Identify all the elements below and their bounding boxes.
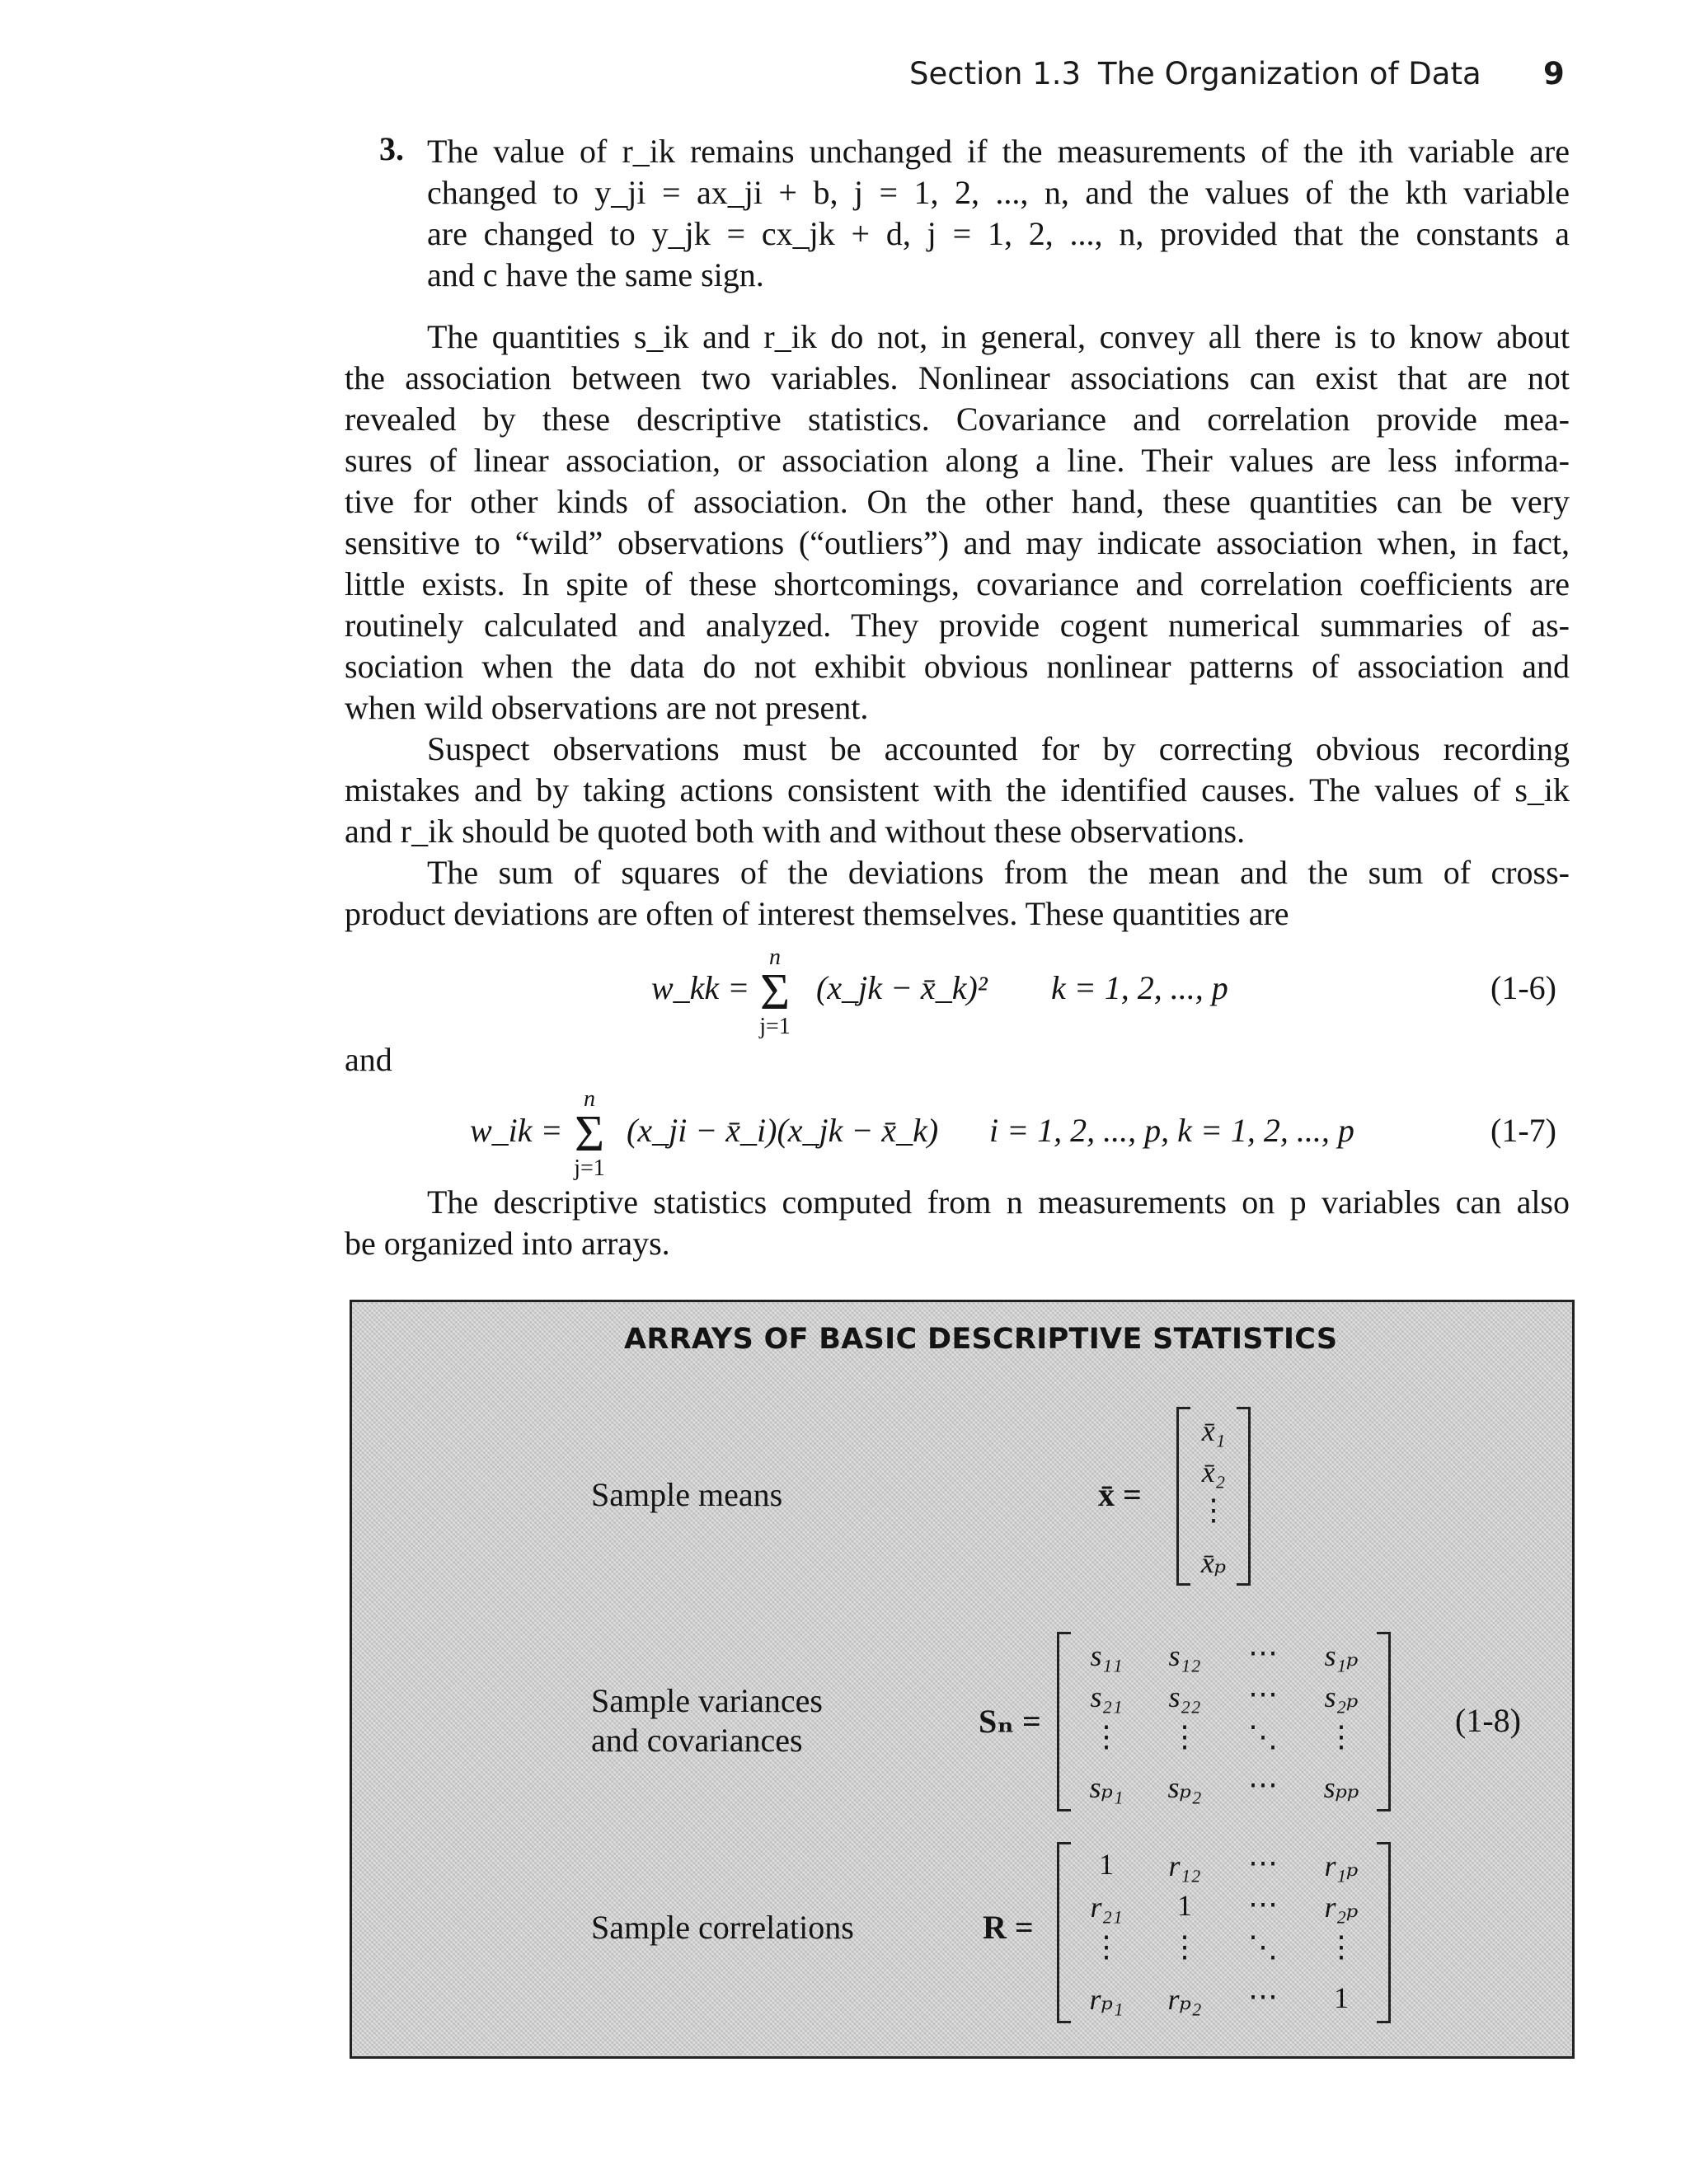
eq17-range: i = 1, 2, ..., p, k = 1, 2, ..., p	[989, 1112, 1354, 1149]
matrix-cell: s₂ₚ	[1324, 1680, 1359, 1713]
matrix-cell: ⋮	[1326, 1930, 1356, 1963]
eq17-body: (x_ji − x̄_i)(x_jk − x̄_k)	[627, 1112, 939, 1149]
page-number: 9	[1543, 56, 1565, 91]
matrix-cell: ⋮	[1091, 1930, 1121, 1963]
eq16-body: (x_jk − x̄_k)²	[816, 969, 988, 1006]
paragraph-line: little exists. In spite of these shortcomings, covariance and correlation coefficients are	[345, 565, 1570, 602]
matrix-cell: ⋱	[1248, 1930, 1278, 1963]
means-entry: x̄ₚ	[1200, 1546, 1227, 1579]
matrix-cell: s₁₁	[1090, 1639, 1123, 1672]
matrix-cell: rₚ₁	[1089, 1983, 1124, 2016]
equation-number-1-8: (1-8)	[1455, 1702, 1521, 1739]
sum-symbol: n Σ j=1	[574, 1086, 605, 1181]
matrix-cell: ⋮	[1170, 1930, 1199, 1963]
matrix-cell: 1	[1177, 1889, 1192, 1922]
matrix-cell: s₂₁	[1090, 1680, 1123, 1713]
paragraph-line: sociation when the data do not exhibit obvious nonlinear patterns of association and	[345, 648, 1570, 685]
paragraph-line: The descriptive statistics computed from n measurements on p variables can also	[427, 1183, 1570, 1221]
item3-line: are changed to y_jk = cx_jk + d, j = 1, 2, ..., n, provided that the constants a	[427, 215, 1570, 252]
item3-text	[427, 131, 1570, 296]
matrix-cell: ⋯	[1248, 1980, 1278, 2013]
means-entry: ⋮	[1199, 1493, 1228, 1526]
matrix-cell: ⋮	[1091, 1720, 1121, 1753]
matrix-cell: s₁₂	[1168, 1639, 1201, 1672]
means-symbol: x̄ =	[1098, 1476, 1142, 1513]
running-header-section: Section 1.3	[909, 56, 1082, 91]
paragraph-line: Suspect observations must be accounted for by correcting obvious recording	[427, 730, 1570, 767]
matrix-cell: sₚ₂	[1167, 1771, 1202, 1804]
paragraph-1	[345, 316, 1570, 729]
correlation-matrix	[1057, 1842, 1391, 2023]
paragraph-line: revealed by these descriptive statistics. Covariance and correlation provide mea-	[345, 401, 1570, 438]
paragraph-line: product deviations are often of interest themselves. These quantities are	[345, 895, 1289, 932]
matrix-cell: 1	[1099, 1848, 1114, 1881]
paragraph-3	[345, 852, 1570, 935]
sample-correlations-label: Sample correlations	[591, 1909, 854, 1946]
matrix-cell: ⋯	[1248, 1636, 1278, 1669]
sample-means-label: Sample means	[591, 1476, 783, 1513]
paragraph-line: when wild observations are not present.	[345, 689, 869, 726]
item3-line: The value of r_ik remains unchanged if the measurements of the ith variable are	[427, 133, 1570, 170]
paragraph-line: routinely calculated and analyzed. They provide cogent numerical summaries of as-	[345, 607, 1570, 644]
and-connector: and	[345, 1041, 392, 1078]
eq16-lhs: w_kk =	[651, 969, 750, 1006]
matrix-cell: r₁₂	[1168, 1849, 1201, 1882]
covariance-matrix	[1057, 1632, 1391, 1811]
matrix-cell: r₂ₚ	[1324, 1891, 1359, 1924]
matrix-cell: sₚ₁	[1089, 1771, 1124, 1804]
paragraph-2	[345, 729, 1570, 852]
matrix-cell: ⋯	[1248, 1768, 1278, 1801]
paragraph-4	[345, 1182, 1570, 1264]
matrix-cell: ⋮	[1170, 1720, 1199, 1753]
paragraph-line: the association between two variables. Nonlinear associations can exist that are not	[345, 359, 1570, 396]
item3-line: changed to y_ji = ax_ji + b, j = 1, 2, ..., n, and the values of the kth variable	[427, 174, 1570, 211]
eq16-range: k = 1, 2, ..., p	[1051, 969, 1228, 1006]
running-header-title: The Organization of Data	[1098, 56, 1481, 91]
sum-symbol: n Σ j=1	[759, 944, 791, 1039]
matrix-cell: ⋱	[1248, 1720, 1278, 1753]
eq17-number: (1-7)	[1490, 1112, 1556, 1149]
matrix-cell: r₂₁	[1090, 1891, 1123, 1924]
eq17-lhs: w_ik =	[470, 1112, 563, 1149]
item-number: 3.	[379, 130, 404, 167]
matrix-cell: r₁ₚ	[1324, 1849, 1359, 1882]
paragraph-line: be organized into arrays.	[345, 1225, 670, 1262]
descriptive-statistics-box	[350, 1300, 1575, 2059]
box-title: ARRAYS OF BASIC DESCRIPTIVE STATISTICS	[624, 1323, 1338, 1356]
matrix-cell: ⋯	[1248, 1887, 1278, 1920]
item3-line: and c have the same sign.	[427, 256, 764, 293]
paragraph-line: and r_ik should be quoted both with and without these observations.	[345, 813, 1246, 850]
means-entry: x̄₁	[1201, 1414, 1226, 1447]
matrix-cell: ⋯	[1248, 1677, 1278, 1710]
matrix-cell: s₂₂	[1168, 1680, 1201, 1713]
and-covariances-label: and covariances	[591, 1722, 803, 1759]
paragraph-line: The sum of squares of the deviations from the mean and the sum of cross-	[427, 854, 1570, 891]
means-entry: x̄₂	[1201, 1455, 1226, 1488]
matrix-cell: s₁ₚ	[1324, 1639, 1359, 1672]
covariance-symbol: Sₙ =	[979, 1703, 1041, 1740]
matrix-cell: sₚₚ	[1323, 1771, 1359, 1804]
paragraph-line: mistakes and by taking actions consistent with the identified causes. The values of s_ik	[345, 771, 1570, 808]
paragraph-line: sensitive to “wild” observations (“outliers”) and may indicate association when, in fact,	[345, 524, 1570, 561]
paragraph-line: tive for other kinds of association. On the other hand, these quantities can be very	[345, 483, 1570, 520]
matrix-cell: ⋮	[1326, 1720, 1356, 1753]
sample-variances-label: Sample variances	[591, 1682, 823, 1719]
paragraph-line: sures of linear association, or association along a line. Their values are less informa-	[345, 442, 1570, 479]
matrix-cell: 1	[1334, 1981, 1349, 2014]
matrix-cell: ⋯	[1248, 1846, 1278, 1879]
matrix-cell: rₚ₂	[1167, 1983, 1202, 2016]
means-vector	[1176, 1407, 1251, 1586]
eq16-number: (1-6)	[1490, 969, 1556, 1006]
paragraph-line: The quantities s_ik and r_ik do not, in general, convey all there is to know about	[427, 318, 1570, 355]
correlation-symbol: R =	[983, 1909, 1034, 1946]
